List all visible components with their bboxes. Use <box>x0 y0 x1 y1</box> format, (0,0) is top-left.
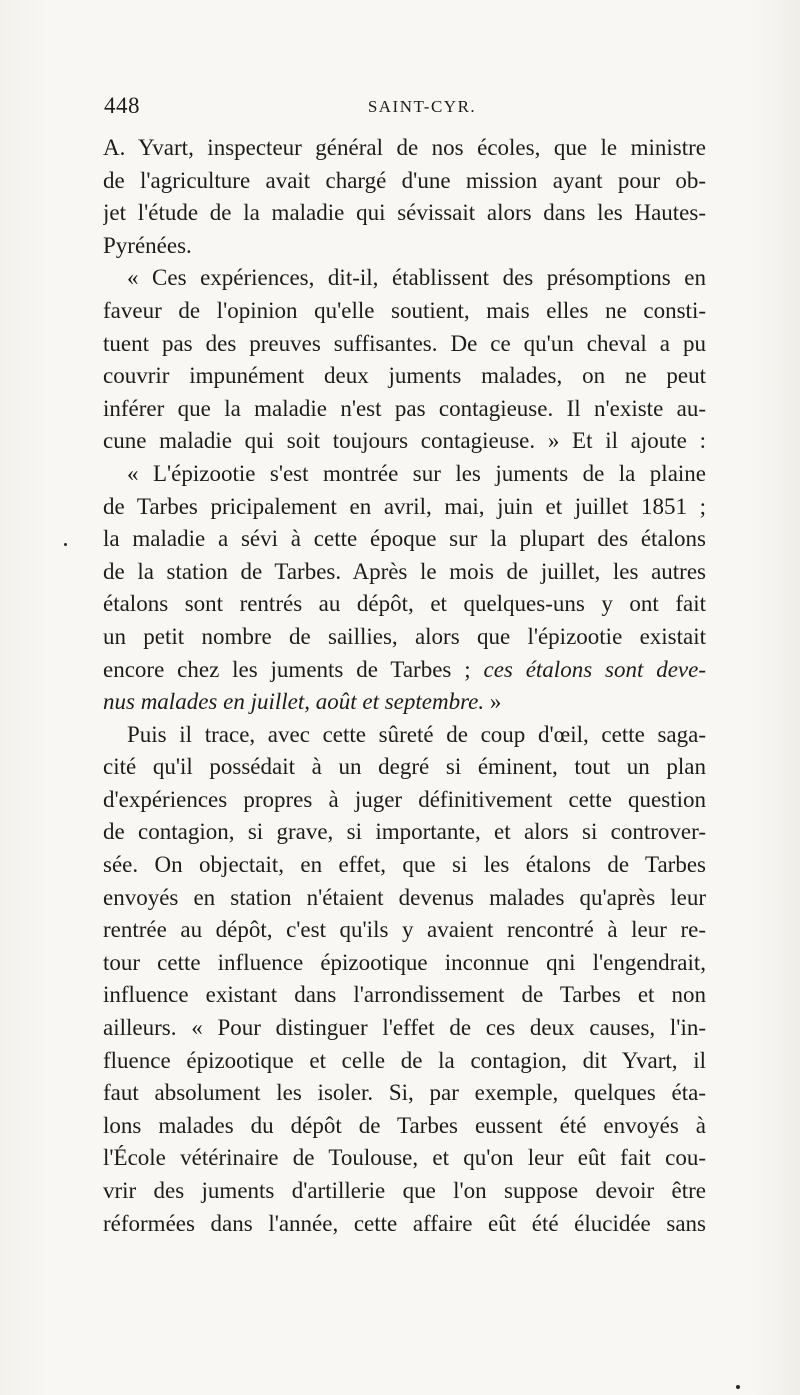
ink-speck <box>64 543 67 546</box>
text-line: la maladie a sévi à cette époque sur la plupart des étalons <box>103 526 706 552</box>
text-segment: encore chez les juments de Tarbes ; <box>103 656 484 682</box>
text-line: de contagion, si grave, si importante, et alors si controver- <box>103 819 706 845</box>
text-line: Puis il trace, avec cette sûreté de coup d'œil, cette saga- <box>127 721 706 747</box>
text-line: vrir des juments d'artillerie que l'on suppose devoir être <box>103 1178 706 1203</box>
text-line: faveur de l'opinion qu'elle soutient, mais elles ne consti- <box>103 297 706 323</box>
text-line: inférer que la maladie n'est pas contagieuse. Il n'existe au- <box>103 395 706 421</box>
body-text <box>103 132 706 1240</box>
text-line: tuent pas des preuves suffisantes. De ce qu'un cheval a pu <box>103 330 706 356</box>
text-line: « Ces expériences, dit-il, établissent des présomptions en <box>127 265 706 291</box>
text-line: réformées dans l'année, cette affaire eût été élucidée sans <box>103 1210 706 1236</box>
text-line <box>103 654 706 687</box>
text-line: envoyés en station n'étaient devenus malades qu'après leur <box>103 884 706 910</box>
text-line: de Tarbes pricipalement en avril, mai, juin et juillet 1851 ; <box>103 493 706 519</box>
text-line: cité qu'il possédait à un degré si éminent, tout un plan <box>103 754 706 780</box>
text-line: Pyrénées. <box>103 232 192 258</box>
text-line: l'École vétérinaire de Toulouse, et qu'on leur eût fait cou- <box>103 1145 706 1171</box>
text-line: ailleurs. « Pour distinguer l'effet de ces deux causes, l'in- <box>103 1015 706 1041</box>
text-segment: » <box>484 689 502 715</box>
text-line: tour cette influence épizootique inconnue qni l'engendrait, <box>103 949 706 975</box>
running-title: SAINT-CYR. <box>367 97 477 116</box>
page-number: 448 <box>104 93 140 118</box>
text-line: influence existant dans l'arrondissement de Tarbes et non <box>103 982 706 1008</box>
running-head <box>104 93 704 123</box>
text-line: étalons sont rentrés au dépôt, et quelques-uns y ont fait <box>103 591 706 617</box>
text-line: « L'épizootie s'est montrée sur les juments de la plaine <box>127 460 706 486</box>
text-line: d'expériences propres à juger définitivement cette question <box>103 786 706 812</box>
text-line: de la station de Tarbes. Après le mois de juillet, les autres <box>103 558 706 584</box>
text-line: fluence épizootique et celle de la contagion, dit Yvart, il <box>103 1047 706 1073</box>
text-line: lons malades du dépôt de Tarbes eussent été envoyés à <box>103 1112 706 1138</box>
text-line: un petit nombre de saillies, alors que l'épizootie existait <box>103 623 706 649</box>
text-line: faut absolument les isoler. Si, par exemple, quelques éta- <box>103 1080 706 1106</box>
text-line <box>103 686 706 719</box>
text-line: couvrir impunément deux juments malades, on ne peut <box>103 363 706 389</box>
italic-quote: nus malades en juillet, août et septembre. <box>103 689 485 715</box>
text-line: sée. On objectait, en effet, que si les étalons de Tarbes <box>103 852 706 878</box>
ink-speck <box>736 1385 740 1389</box>
italic-quote: ces étalons sont deve- <box>483 656 706 682</box>
text-line: de l'agriculture avait chargé d'une mission ayant pour ob- <box>103 167 706 193</box>
text-line: rentrée au dépôt, c'est qu'ils y avaient rencontré à leur re- <box>103 917 706 943</box>
text-line: cune maladie qui soit toujours contagieuse. » Et il ajoute : <box>103 428 706 454</box>
text-line: jet l'étude de la maladie qui sévissait alors dans les Hautes- <box>103 200 706 226</box>
text-line: A. Yvart, inspecteur général de nos écoles, que le ministre <box>103 135 706 160</box>
